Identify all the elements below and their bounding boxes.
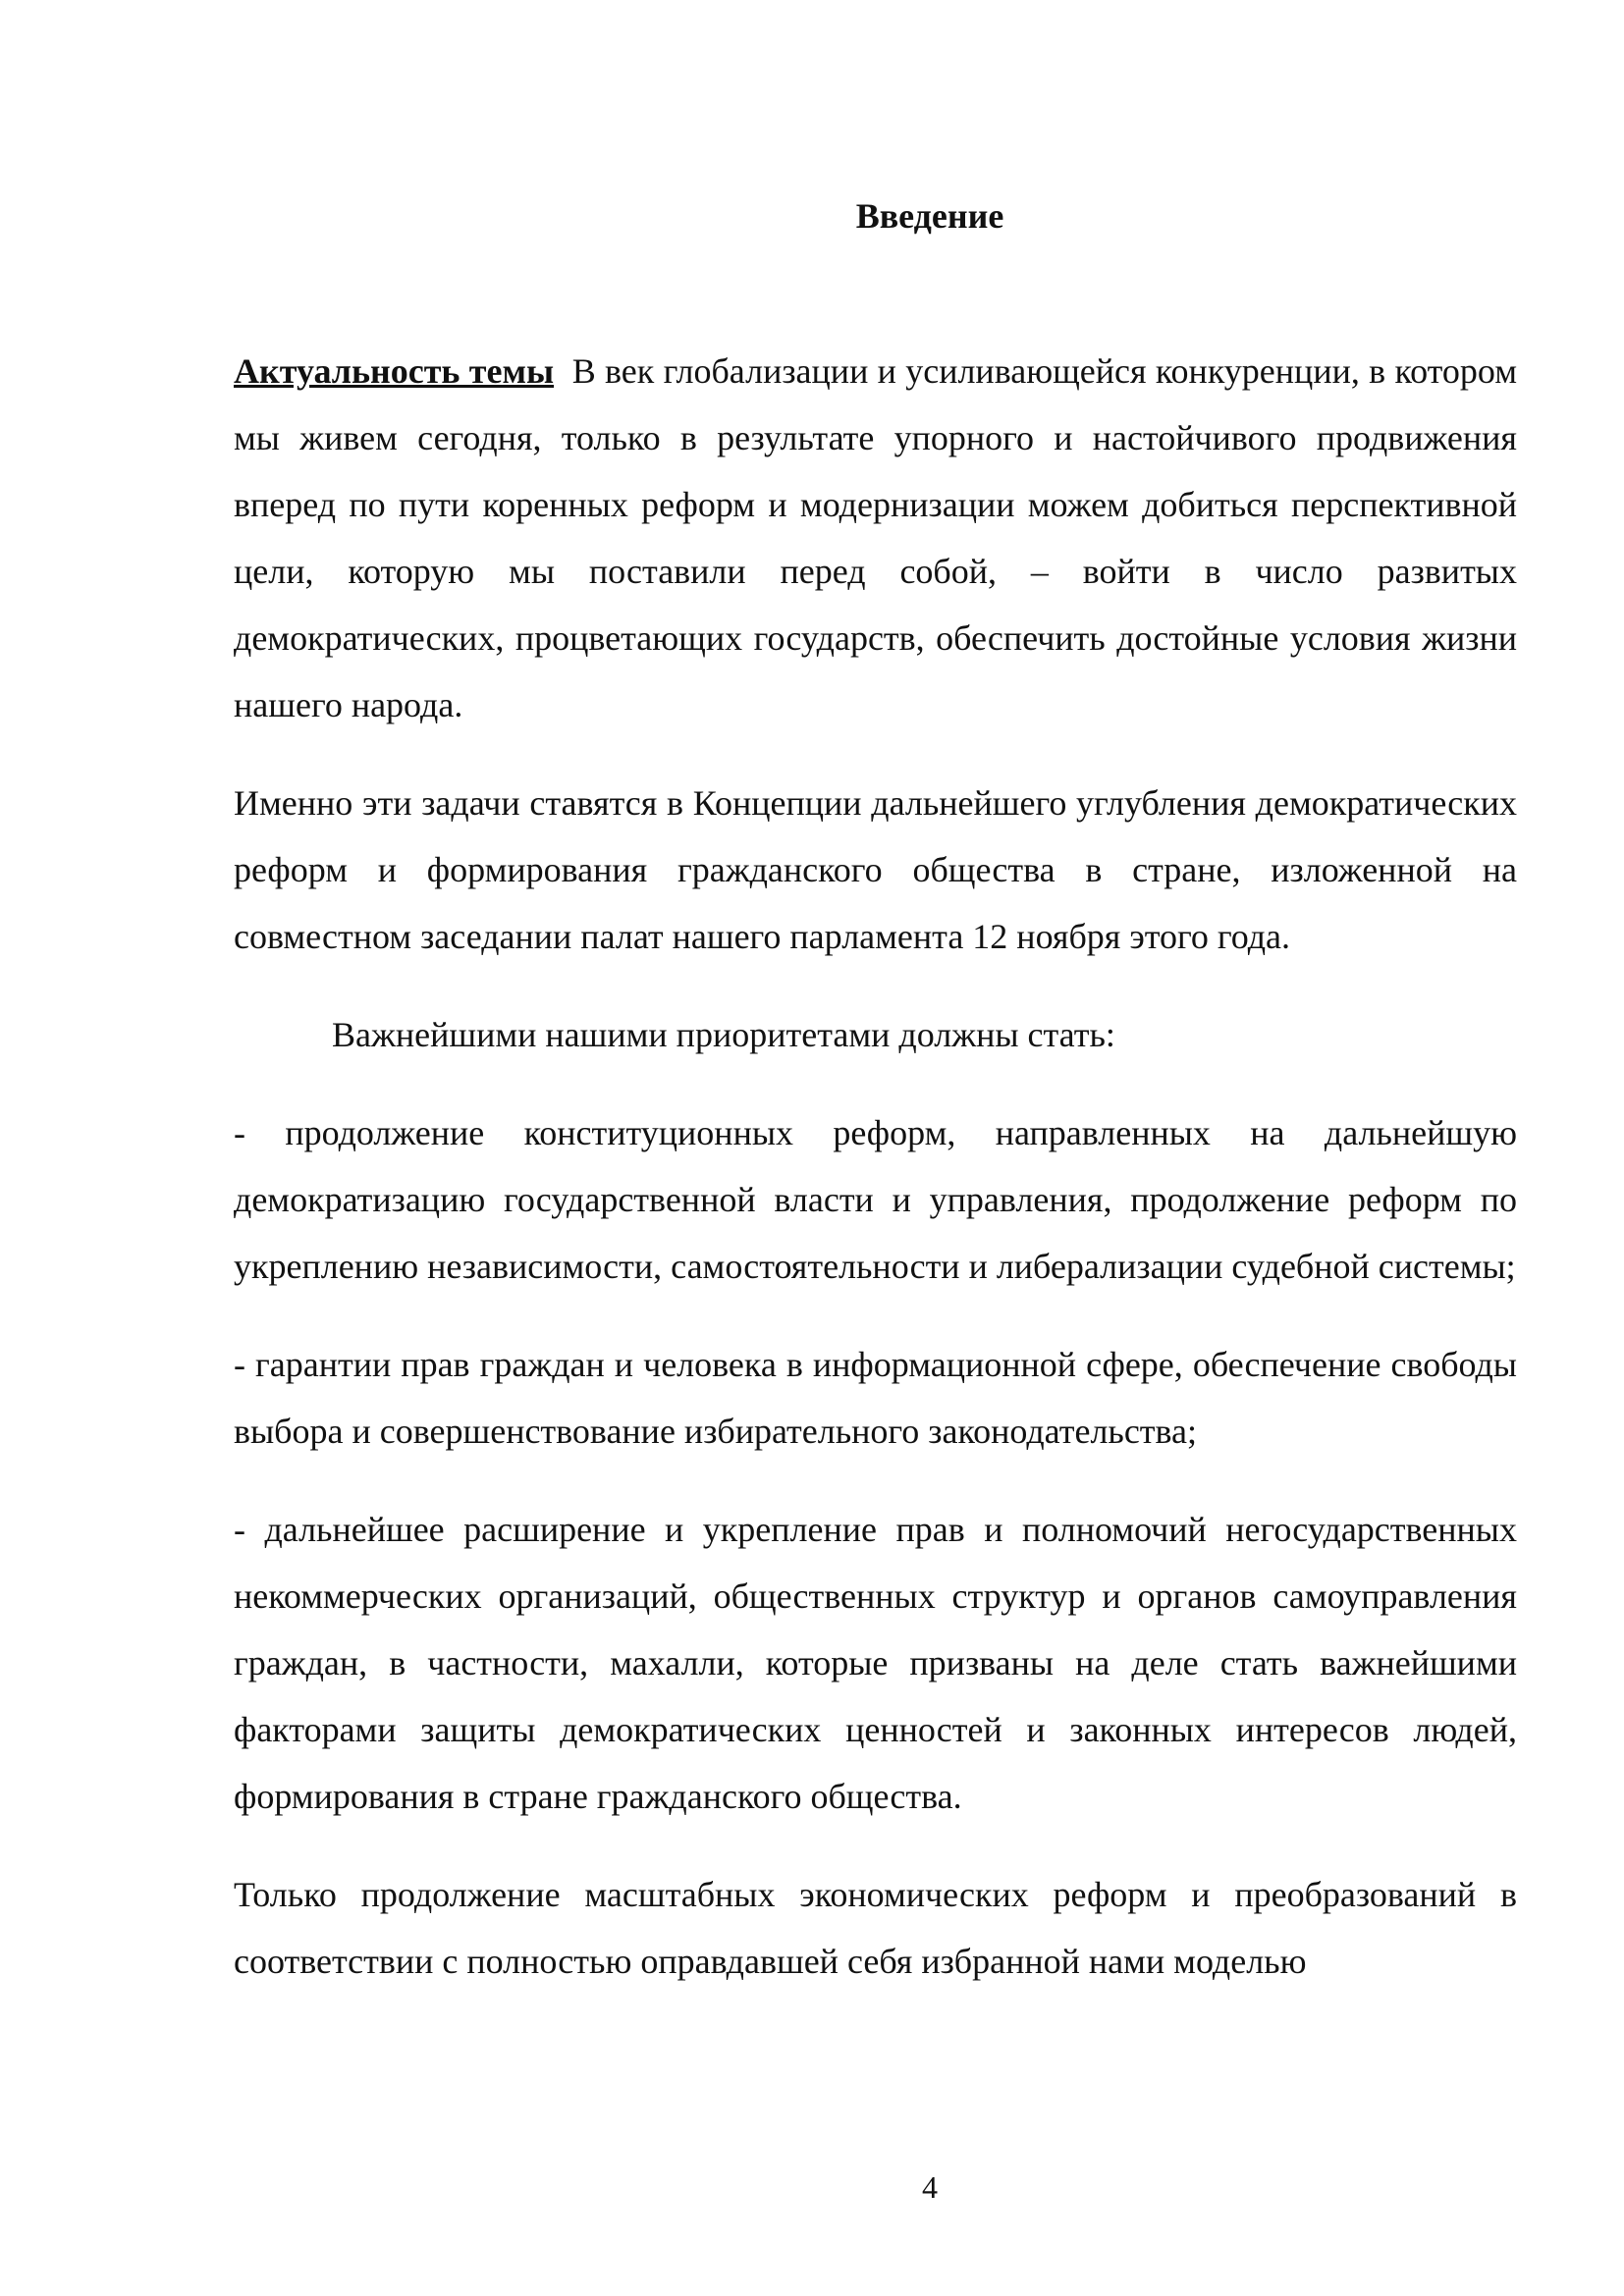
document-body	[234, 338, 1517, 2024]
paragraph-priorities-intro: Важнейшими нашими приоритетами должны стать:	[332, 1015, 1115, 1054]
paragraph-relevance	[234, 338, 1517, 738]
paragraph: Именно эти задачи ставятся в Концепции дальнейшего углубления демократических реформ и формирования гражданского общества в стране, изложенной на совместном заседании палат нашего парламента 12 ноября этого года.	[234, 783, 1517, 956]
page-number: 4	[922, 2169, 938, 2205]
paragraph-text: В век глобализации и усиливающейся конкуренции, в котором мы живем сегодня, только в результате упорного и настойчивого продвижения вперед по пути коренных реформ и модернизации можем добиться перспективной цели, которую мы поставили перед собой, – войти в число развитых демократических, процветающих государств, обеспечить достойные условия жизни нашего народа.	[234, 351, 1518, 724]
lead-term: Актуальность темы	[234, 351, 555, 391]
list-item: - гарантии прав граждан и человека в информационной сфере, обеспечение свободы выбора и совершенствование избирательного законодательства;	[234, 1345, 1517, 1451]
paragraph-continued: Только продолжение масштабных экономических реформ и преобразований в соответствии с полностью оправдавшей себя избранной нами моделью	[234, 1875, 1517, 1981]
list-item: - дальнейшее расширение и укрепление прав и полномочий негосударственных некоммерческих организаций, общественных структур и органов самоуправления граждан, в частности, махалли, которые призваны на деле стать важнейшими факторами защиты демократических ценностей и законных интересов людей, формирования в стране гражданского общества.	[234, 1510, 1517, 1816]
page-title: Введение	[855, 196, 1004, 236]
list-item: - продолжение конституционных реформ, направленных на дальнейшую демократизацию государственной власти и управления, продолжение реформ по укреплению независимости, самостоятельности и либерализации судебной системы;	[234, 1113, 1517, 1286]
